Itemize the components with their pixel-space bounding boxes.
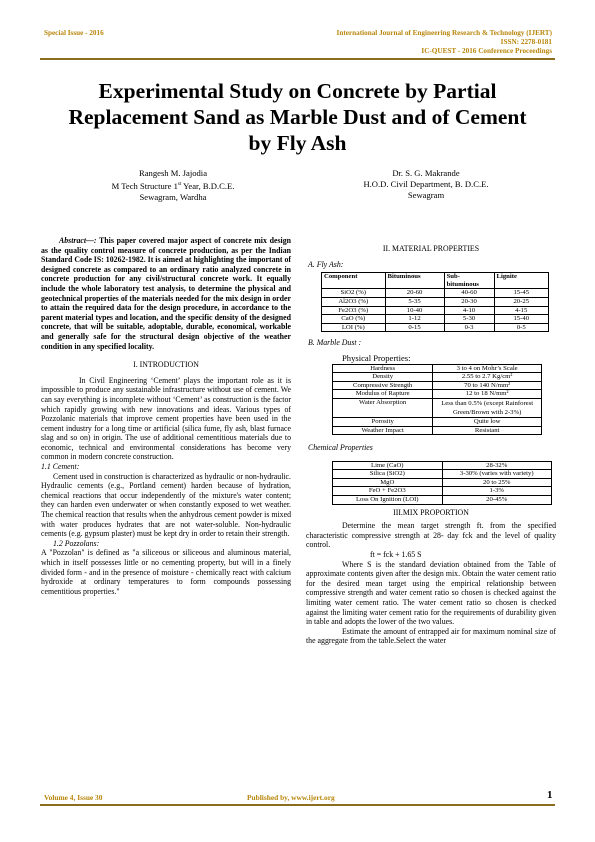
table-row xyxy=(322,289,549,298)
paper-title xyxy=(30,78,565,156)
title-line-2: Replacement Sand as Marble Dust and of Cement xyxy=(68,105,527,129)
physical-properties-label: Physical Properties: xyxy=(342,352,411,363)
table-cell: Compressive Strength xyxy=(333,381,433,390)
table-cell: Lime (CaO) xyxy=(333,461,443,470)
table-cell: 20-60 xyxy=(385,289,444,298)
table-row xyxy=(322,297,549,306)
table-cell: 5-30 xyxy=(444,315,494,324)
mix-paragraph-1: Determine the mean target strength ft. from the specified characteristic compressive strength at 28- day fck and the level of quality control. xyxy=(306,521,556,550)
intro-paragraph: In Civil Engineering ‘Cement’ plays the important role as it is impossible to produce any sustainable infrastructure without use of cement. We can say everything is incomplete without ‘Cement’ as construction is the factor which rapidly growing with new innovations and ideas. Various types of Pozzolanic materials that improve cement properties have been used in the cement industry for a long time or artificial (silica fume, fly ash, blast furnace slag and so on) in origin. The use of additional cementitious materials due to economic, technical and environmental considerations has become very common in modern concrete construction. xyxy=(41,375,291,462)
table-cell: Loss On Ignition (LOI) xyxy=(333,496,443,505)
table-row xyxy=(333,364,542,373)
author-block-1 xyxy=(53,168,293,203)
mix-paragraph-2: Where S is the standard deviation obtained from the Table of approximate contents given after the design mix. Obtain the water cement ratio for the desired mean target using the empirical relationship between compressive strength and water cement ratio so chosen is checked against the limiting water cement ratio. The water cement ratio so chosen is checked against the limiting water cement ratio for the requirements of durability given in table and adopts the lower of the two values. xyxy=(306,559,556,627)
table-cell: 5-35 xyxy=(385,297,444,306)
table-cell: Modulus of Rapture xyxy=(333,390,433,399)
table-cell: 3 to 4 on Mohr’s Scale xyxy=(433,364,542,373)
marble-dust-label: B. Marble Dust : xyxy=(308,338,362,348)
table-row xyxy=(333,417,542,426)
author-block-2 xyxy=(306,168,546,201)
cement-paragraph: Cement used in construction is characterized as hydraulic or non-hydraulic. Hydraulic cements (e.g., Portland cement) harden because of hydration, chemical reactions that occur independently of the mixture's water content; they can harden even underwater or when constantly exposed to wet weather. The chemical reaction that results when the anhydrous cement powder is mixed with water produces hydrates that are not water-soluble. Non-hydraulic cements (e.g. gypsum plaster) must be kept dry in order to retain their strength. xyxy=(41,471,291,539)
table-cell: 3-30% (varies with variety) xyxy=(442,470,552,479)
table-row xyxy=(322,306,549,315)
table-row xyxy=(333,461,552,470)
section-heading-materials: II. MATERIAL PROPERTIES xyxy=(382,244,480,253)
table-row xyxy=(322,315,549,324)
table-cell: 20 to 25% xyxy=(442,478,552,487)
header-journal xyxy=(252,29,552,56)
left-column xyxy=(41,236,291,596)
table-cell: 15-45 xyxy=(494,289,549,298)
section-heading-mix-proportion: III.MIX PROPORTION xyxy=(393,507,469,517)
subsection-cement: 1.1 Cement: xyxy=(41,462,80,472)
header-special-issue: Special Issue - 2016 xyxy=(44,29,104,37)
table-row xyxy=(322,323,549,332)
physical-properties-table xyxy=(332,364,542,436)
header-conference: IC-QUEST - 2016 Conference Proceedings xyxy=(421,47,552,55)
footer-volume: Volume 4, Issue 30 xyxy=(44,793,103,802)
table-cell: 0-3 xyxy=(444,323,494,332)
table-row xyxy=(333,487,552,496)
table-cell: 10-40 xyxy=(385,306,444,315)
table-cell: Density xyxy=(333,373,433,382)
table-cell: Quite low xyxy=(433,417,542,426)
table-header-cell: Sub-bituminous xyxy=(444,273,494,289)
table-cell: 12 to 18 N/mm² xyxy=(433,390,542,399)
table-cell: Silica (SiO2) xyxy=(333,470,443,479)
table-header-cell: Component xyxy=(322,273,386,289)
table-row xyxy=(333,398,542,417)
flyash-label: A. Fly Ash: xyxy=(308,259,344,269)
table-cell: Water Absorption xyxy=(333,398,433,417)
table-cell: Fe2O3 (%) xyxy=(322,306,386,315)
table-cell: LOI (%) xyxy=(322,323,386,332)
mix-paragraph-3: Estimate the amount of entrapped air for maximum nominal size of the aggregate from the table.Select the water xyxy=(306,626,556,646)
pozzolan-paragraph: A "Pozzolan" is defined as "a siliceous or siliceous and aluminous material, which in itself possesses little or no cementing property, but will in a finely divided form - and in the presence of moisture - chemically react with calcium hydroxide at ordinary temperatures to form compounds possessing cementitious properties." xyxy=(41,548,291,596)
abstract: Abstract—: This paper covered major aspect of concrete mix design as the quality control measure of concrete production, as per the Indian Standard Code IS: 10262-1982. It is aimed at highlighting the important of designed concrete as compared to an ordinary ratio analyzed concrete in concrete production for any civil/structural concrete work. It equally include the whole laboratory test analysis, to determine the physical and geotechnical properties of the materials needed for the mix design in order to attain the required data for the design procedure, in accordance to the parent material types and location, and the specific density of the designed concrete, that will be suitable, adoptable, durable, economical, workable and generally safe for the structural design objective of the weather condition in any specified locality. xyxy=(41,236,291,351)
table-cell: Weather Impact xyxy=(333,426,433,435)
table-cell: Resistant xyxy=(433,426,542,435)
table-cell: 0-5 xyxy=(494,323,549,332)
table-cell: Porosity xyxy=(333,417,433,426)
author-name: Dr. S. G. Makrande xyxy=(392,168,460,178)
subsection-pozzolans: 1.2 Pozzolans: xyxy=(53,538,100,548)
table-row xyxy=(333,426,542,435)
table-row xyxy=(333,478,552,487)
footer-publisher: Published by, www.ijert.org xyxy=(247,793,335,802)
table-cell: 15-40 xyxy=(494,315,549,324)
table-row xyxy=(333,470,552,479)
table-cell: Al2O3 (%) xyxy=(322,297,386,306)
table-row xyxy=(333,496,552,505)
page-number: 1 xyxy=(547,789,553,801)
table-cell: MgO xyxy=(333,478,443,487)
chemical-properties-label: Chemical Properties xyxy=(308,443,373,453)
flyash-table xyxy=(321,272,549,332)
author-location: Sewagram, Wardha xyxy=(139,191,207,202)
table-cell: 20-25 xyxy=(494,297,549,306)
table-cell: 2.55 to 2.7 Kg/cm² xyxy=(433,373,542,382)
chemical-properties-table xyxy=(332,461,552,505)
section-heading-introduction: I. INTRODUCTION xyxy=(133,360,199,370)
table-row xyxy=(333,381,542,390)
table-cell: Hardness xyxy=(333,364,433,373)
title-line-3: by Fly Ash xyxy=(248,131,347,155)
author-name: Rangesh M. Jajodia xyxy=(138,168,208,178)
table-cell: FeO + Fe2O3 xyxy=(333,487,443,496)
author-affiliation: H.O.D. Civil Department, B. D.C.E. xyxy=(363,179,489,189)
table-cell: 20-45% xyxy=(442,496,552,505)
header-issn: ISSN: 2278-0181 xyxy=(500,38,552,46)
table-cell: 28-32% xyxy=(442,461,552,470)
table-cell: 1-3% xyxy=(442,487,552,496)
header-rule xyxy=(40,58,555,60)
table-header-cell: Bituminous xyxy=(385,273,444,289)
table-cell: 0-15 xyxy=(385,323,444,332)
header-journal-name: International Journal of Engineering Research & Technology (IJERT) xyxy=(336,29,552,37)
table-row xyxy=(333,390,542,399)
table-cell: 70 to 140 N/mm² xyxy=(433,381,542,390)
table-row xyxy=(333,373,542,382)
title-line-1: Experimental Study on Concrete by Partial xyxy=(98,79,497,103)
right-column xyxy=(306,236,556,646)
author-location: Sewagram xyxy=(407,190,445,200)
table-cell: SiO2 (%) xyxy=(322,289,386,298)
table-cell: CaO (%) xyxy=(322,315,386,324)
mix-formula: ft = fck + 1.65 S xyxy=(370,550,422,560)
table-cell: 20-30 xyxy=(444,297,494,306)
table-cell: 1-12 xyxy=(385,315,444,324)
author-affiliation: M Tech Structure 1st Year, B.D.C.E. xyxy=(111,180,235,191)
table-cell: 4-10 xyxy=(444,306,494,315)
table-cell: 40-60 xyxy=(444,289,494,298)
table-header-cell: Lignite xyxy=(494,273,549,289)
table-header-row xyxy=(322,273,549,289)
footer-rule xyxy=(40,804,555,806)
table-cell: Less than 0.5% (except Rainforest Green/Brown with 2-3%) xyxy=(433,398,542,417)
table-cell: 4-15 xyxy=(494,306,549,315)
